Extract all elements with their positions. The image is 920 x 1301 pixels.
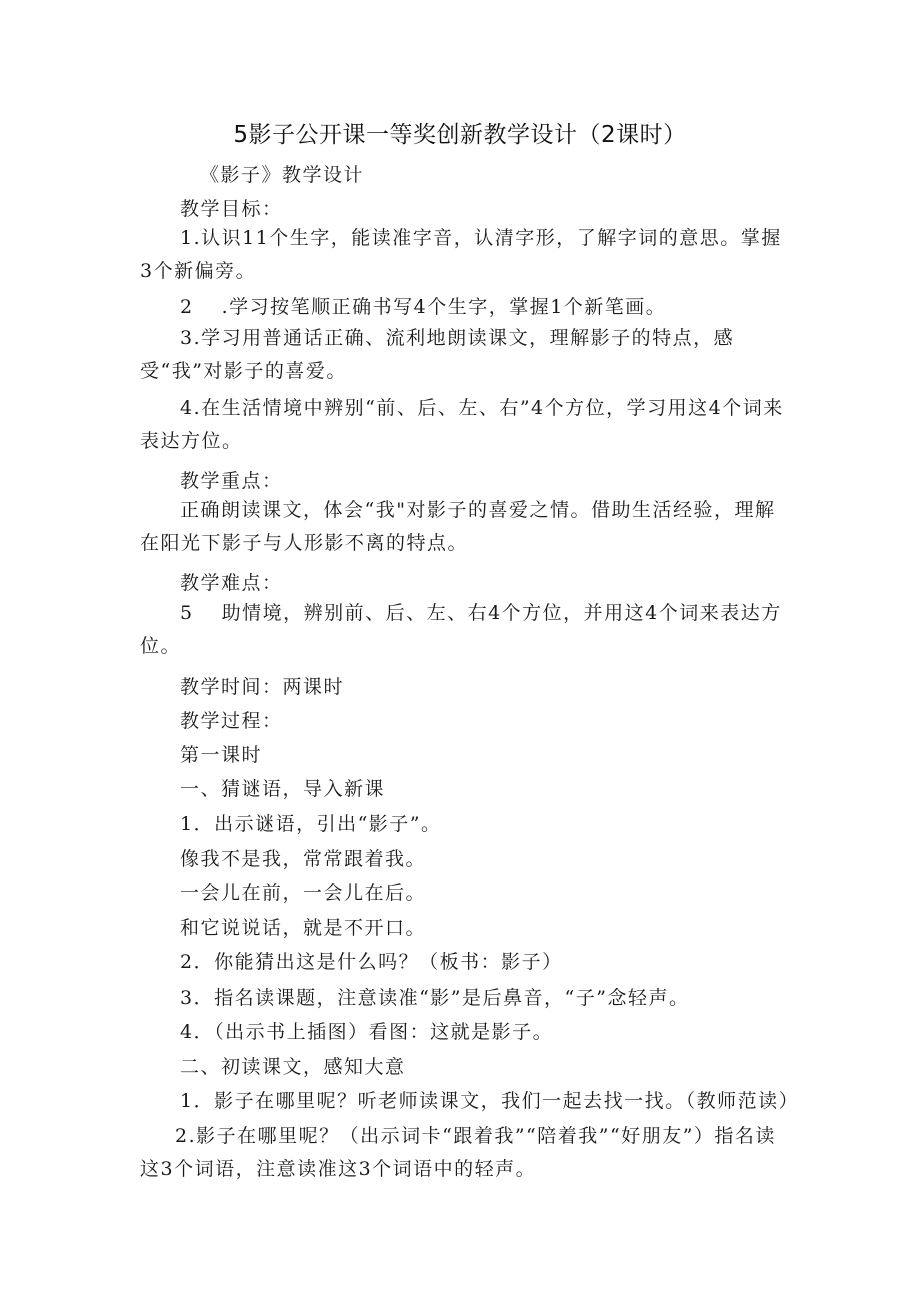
objective-text: .学习按笔顺正确书写4个生字，掌握1个新笔画。 [221, 296, 667, 318]
riddle-line: 一会儿在前，一会儿在后。 [180, 882, 427, 904]
objective-number: 2 [180, 296, 194, 318]
subtitle: 《影子》教学设计 [200, 164, 365, 186]
objective-1 [140, 222, 785, 288]
objective-3 [140, 322, 785, 388]
list-item: 3．指名读课题，注意读准“影”是后鼻音，“子”念轻声。 [180, 987, 690, 1009]
list-item: 2．你能猜出这是什么吗？（板书：影子） [180, 951, 563, 973]
key-points-heading: 教学重点： [180, 470, 283, 492]
list-item: 2.影子在哪里呢？（出示词卡“跟着我”“陪着我”“好朋友”）指名读这3个词语，注意读准这3个词语中的轻声。 [140, 1125, 776, 1180]
list-item: 4．（出示书上插图）看图：这就是影子。 [180, 1021, 554, 1043]
lesson-one-heading: 第一课时 [180, 744, 263, 766]
objective-text: .学习用普通话正确、流利地朗读课文，理解影子的特点，感受“我”对影子的喜爱。 [140, 327, 735, 382]
objective-number: 3 [180, 327, 194, 349]
teaching-time: 教学时间：两课时 [180, 676, 345, 698]
list-item: 1．影子在哪里呢？听老师读课文，我们一起去找一找。（教师范读） [180, 1090, 800, 1112]
difficulty-number: 5 [180, 602, 194, 624]
difficulty-text [140, 597, 785, 663]
riddle-line: 和它说说话，就是不开口。 [180, 917, 427, 939]
difficulty-body: 助情境，辨别前、后、左、右4个方位，并用这4个词来表达方位。 [140, 602, 782, 657]
riddle-line: 像我不是我，常常跟着我。 [180, 848, 427, 870]
objective-text: .在生活情境中辨别“前、后、左、右”4个方位，学习用这4个词来表达方位。 [140, 397, 784, 452]
objectives-heading: 教学目标： [180, 198, 283, 220]
objective-4 [140, 392, 785, 458]
objective-text: .认识11个生字，能读准字音，认清字形，了解字词的意思。掌握3个新偏旁。 [140, 227, 782, 282]
document-title: 5影子公开课一等奖创新教学设计（2课时） [233, 122, 687, 148]
list-item: 1．出示谜语，引出“影子”。 [180, 813, 442, 835]
difficulty-heading: 教学难点： [180, 572, 283, 594]
section-one-heading: 一、猜谜语，导入新课 [180, 778, 386, 800]
process-heading: 教学过程： [180, 710, 283, 732]
objective-number: 4 [180, 397, 194, 419]
objective-number: 1 [180, 227, 194, 249]
key-points-text: 正确朗读课文，体会“我"对影子的喜爱之情。借助生活经验，理解在阳光下影子与人形影不离的特点。 [140, 499, 776, 554]
section-two-heading: 二、初读课文，感知大意 [180, 1056, 406, 1078]
objective-2 [180, 292, 666, 319]
